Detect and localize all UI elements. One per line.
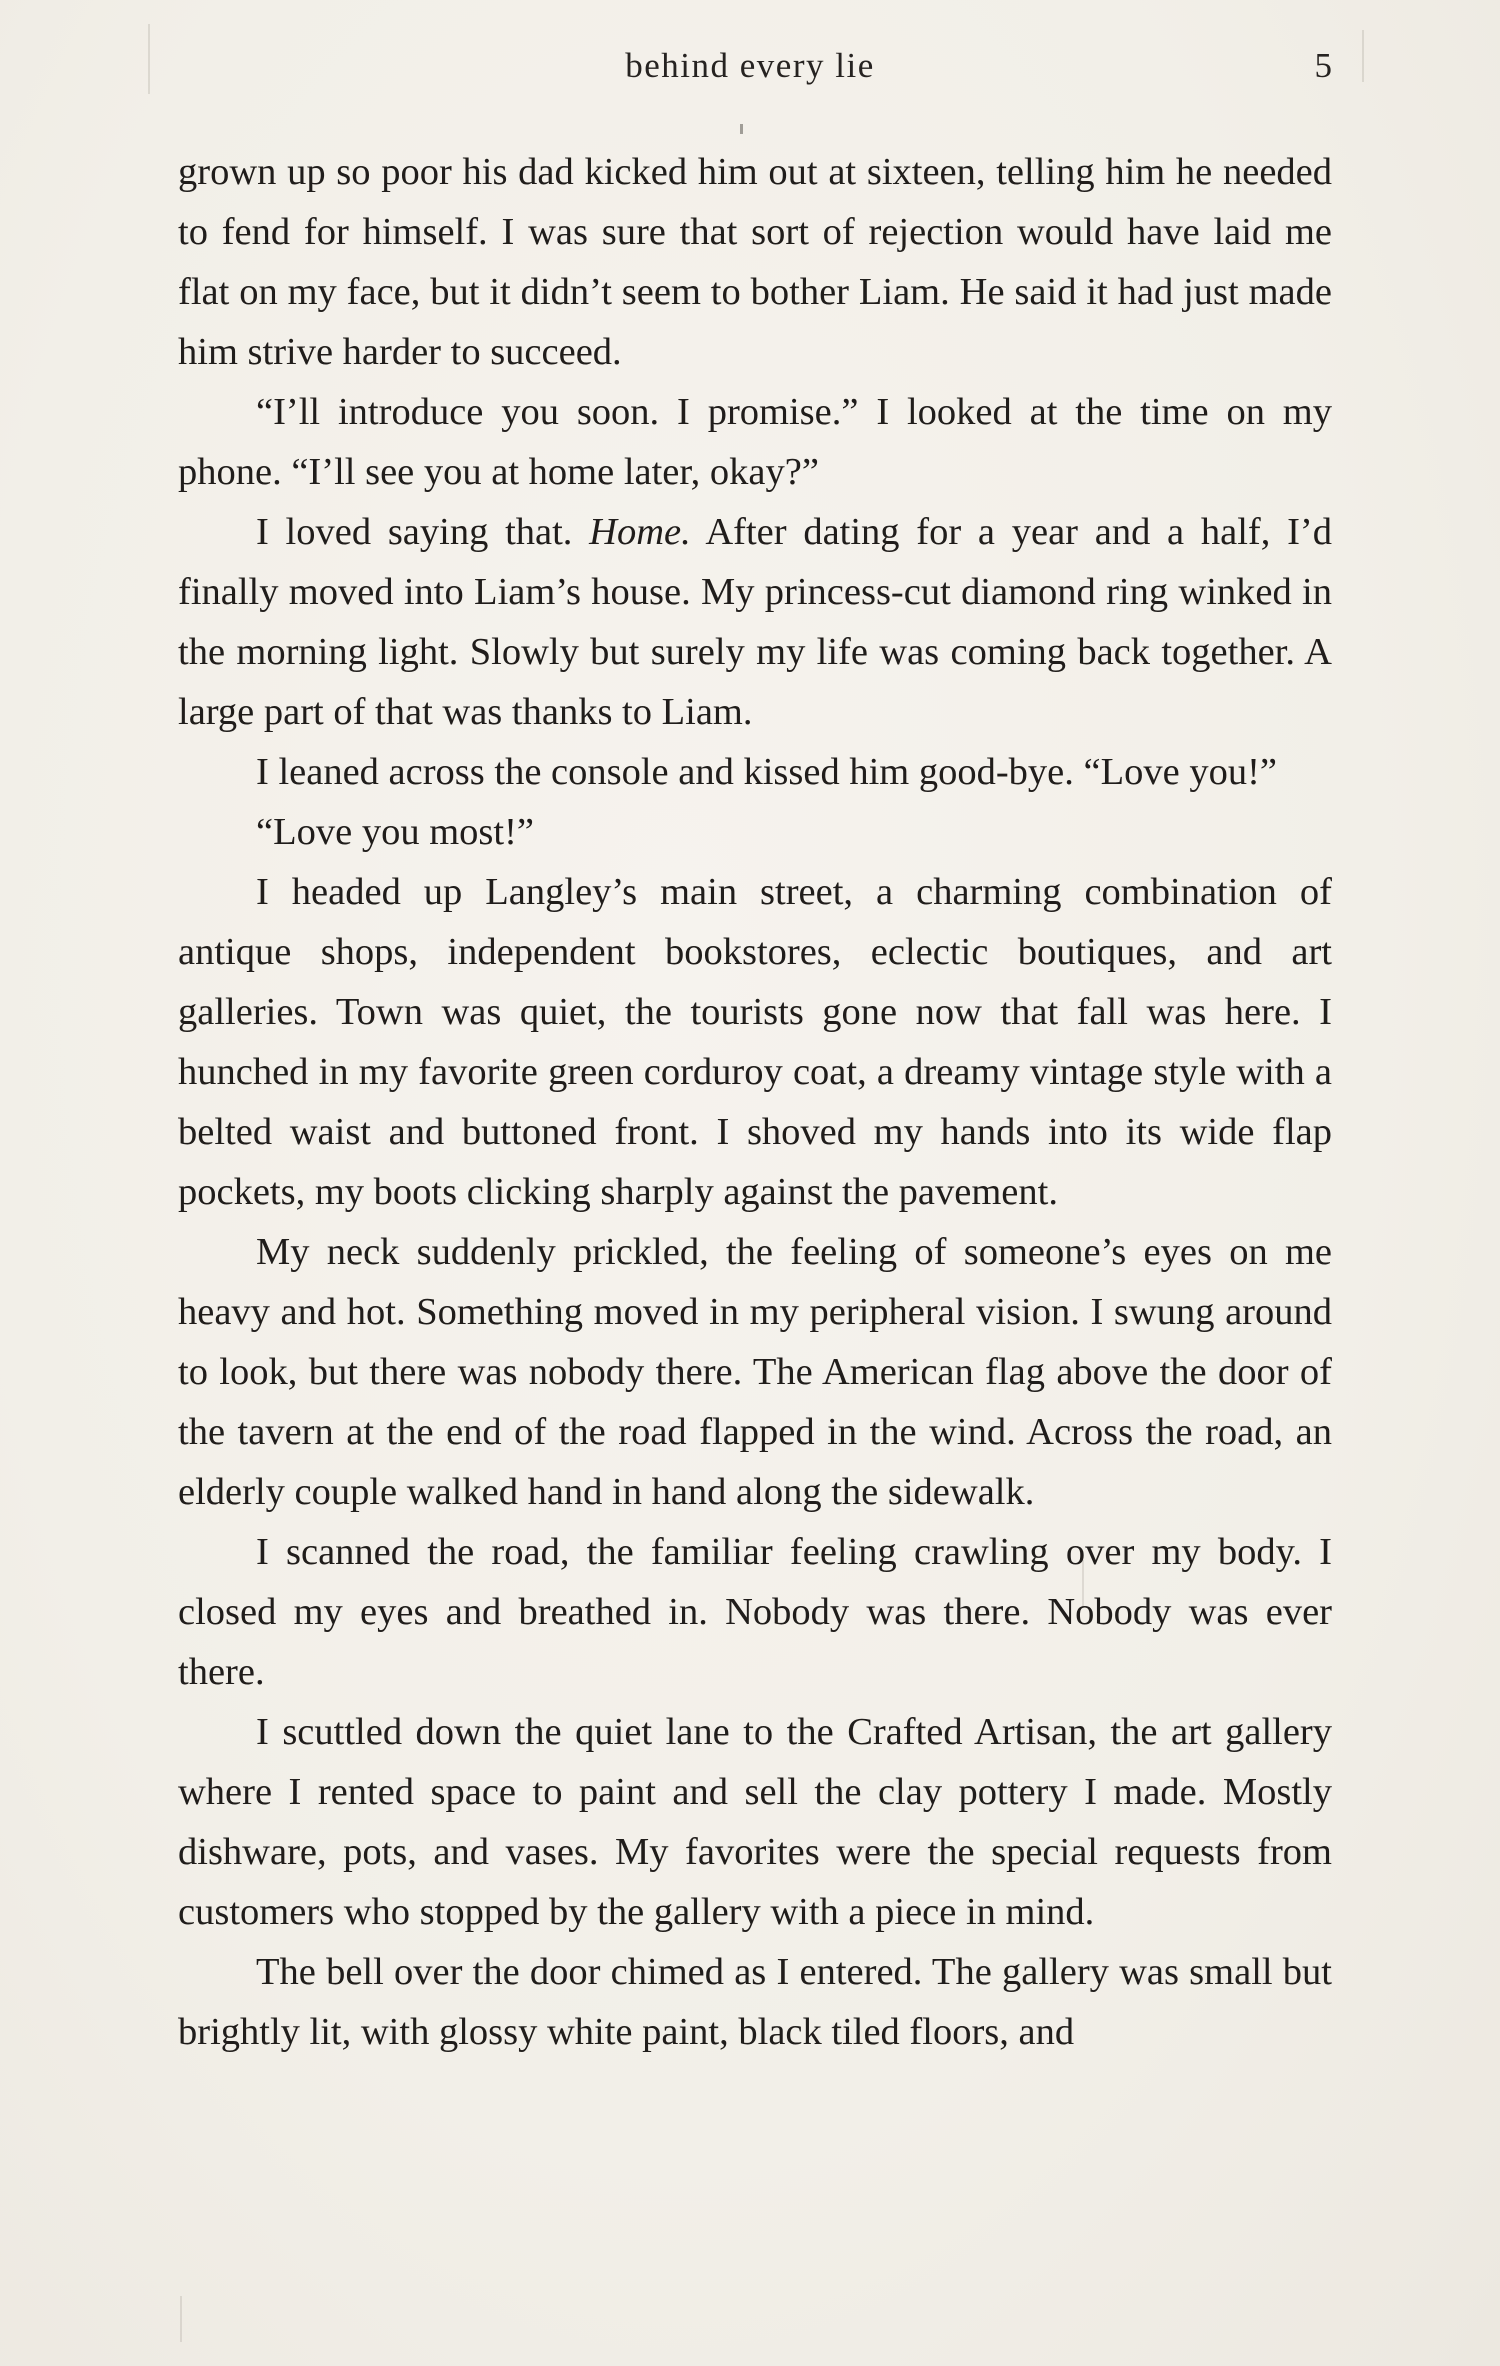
running-title: behind every lie (625, 46, 875, 85)
paragraph-text: I loved saying that. (256, 511, 590, 553)
body-text (178, 142, 1332, 2062)
paragraph: grown up so poor his dad kicked him out at sixteen, telling him he needed to fend for himself. I was sure that sort of rejection would have laid me flat on my face, but it didn’t seem to bother Liam. He said it had just made him strive harder to succeed. (178, 151, 1332, 373)
paragraph: I leaned across the console and kissed him good-bye. “Love you!” (256, 751, 1278, 793)
page-number: 5 (1314, 46, 1332, 85)
scan-artifact (180, 2296, 182, 2342)
scan-artifact (740, 124, 743, 134)
paragraph: I headed up Langley’s main street, a charming combination of antique shops, independent bookstores, eclectic boutiques, and art galleries. Town was quiet, the tourists gone now that fall was here. I hunched in my favorite green corduroy coat, a dreamy vintage style with a belted waist and buttoned front. I shoved my hands into its wide flap pockets, my boots clicking sharply against the pavement. (178, 871, 1332, 1213)
emphasis-text: Home. (589, 511, 691, 553)
paragraph: “I’ll introduce you soon. I promise.” I looked at the time on my phone. “I’ll see you at home later, okay?” (178, 391, 1332, 493)
running-head (0, 46, 1500, 98)
paragraph: I scuttled down the quiet lane to the Crafted Artisan, the art gallery where I rented space to paint and sell the clay pottery I made. Mostly dishware, pots, and vases. My favorites were the special requests from customers who stopped by the gallery with a piece in mind. (178, 1711, 1332, 1933)
paragraph: I scanned the road, the familiar feeling crawling over my body. I closed my eyes and breathed in. Nobody was there. Nobody was ever there. (178, 1531, 1332, 1693)
paragraph (178, 502, 1332, 742)
paragraph: The bell over the door chimed as I entered. The gallery was small but brightly lit, with glossy white paint, black tiled floors, and (178, 1951, 1332, 2053)
paragraph: My neck suddenly prickled, the feeling of someone’s eyes on me heavy and hot. Something moved in my peripheral vision. I swung around to look, but there was nobody there. The American flag above the door of the tavern at the end of the road flapped in the wind. Across the road, an elderly couple walked hand in hand along the sidewalk. (178, 1231, 1332, 1513)
paragraph: “Love you most!” (256, 811, 534, 853)
paragraph-text: After dating for a year and a half, I’d finally moved into Liam’s house. My princess-cut diamond ring winked in the morning light. Slowly but surely my life was coming back together. A large part of that was thanks to Liam. (178, 511, 1332, 733)
